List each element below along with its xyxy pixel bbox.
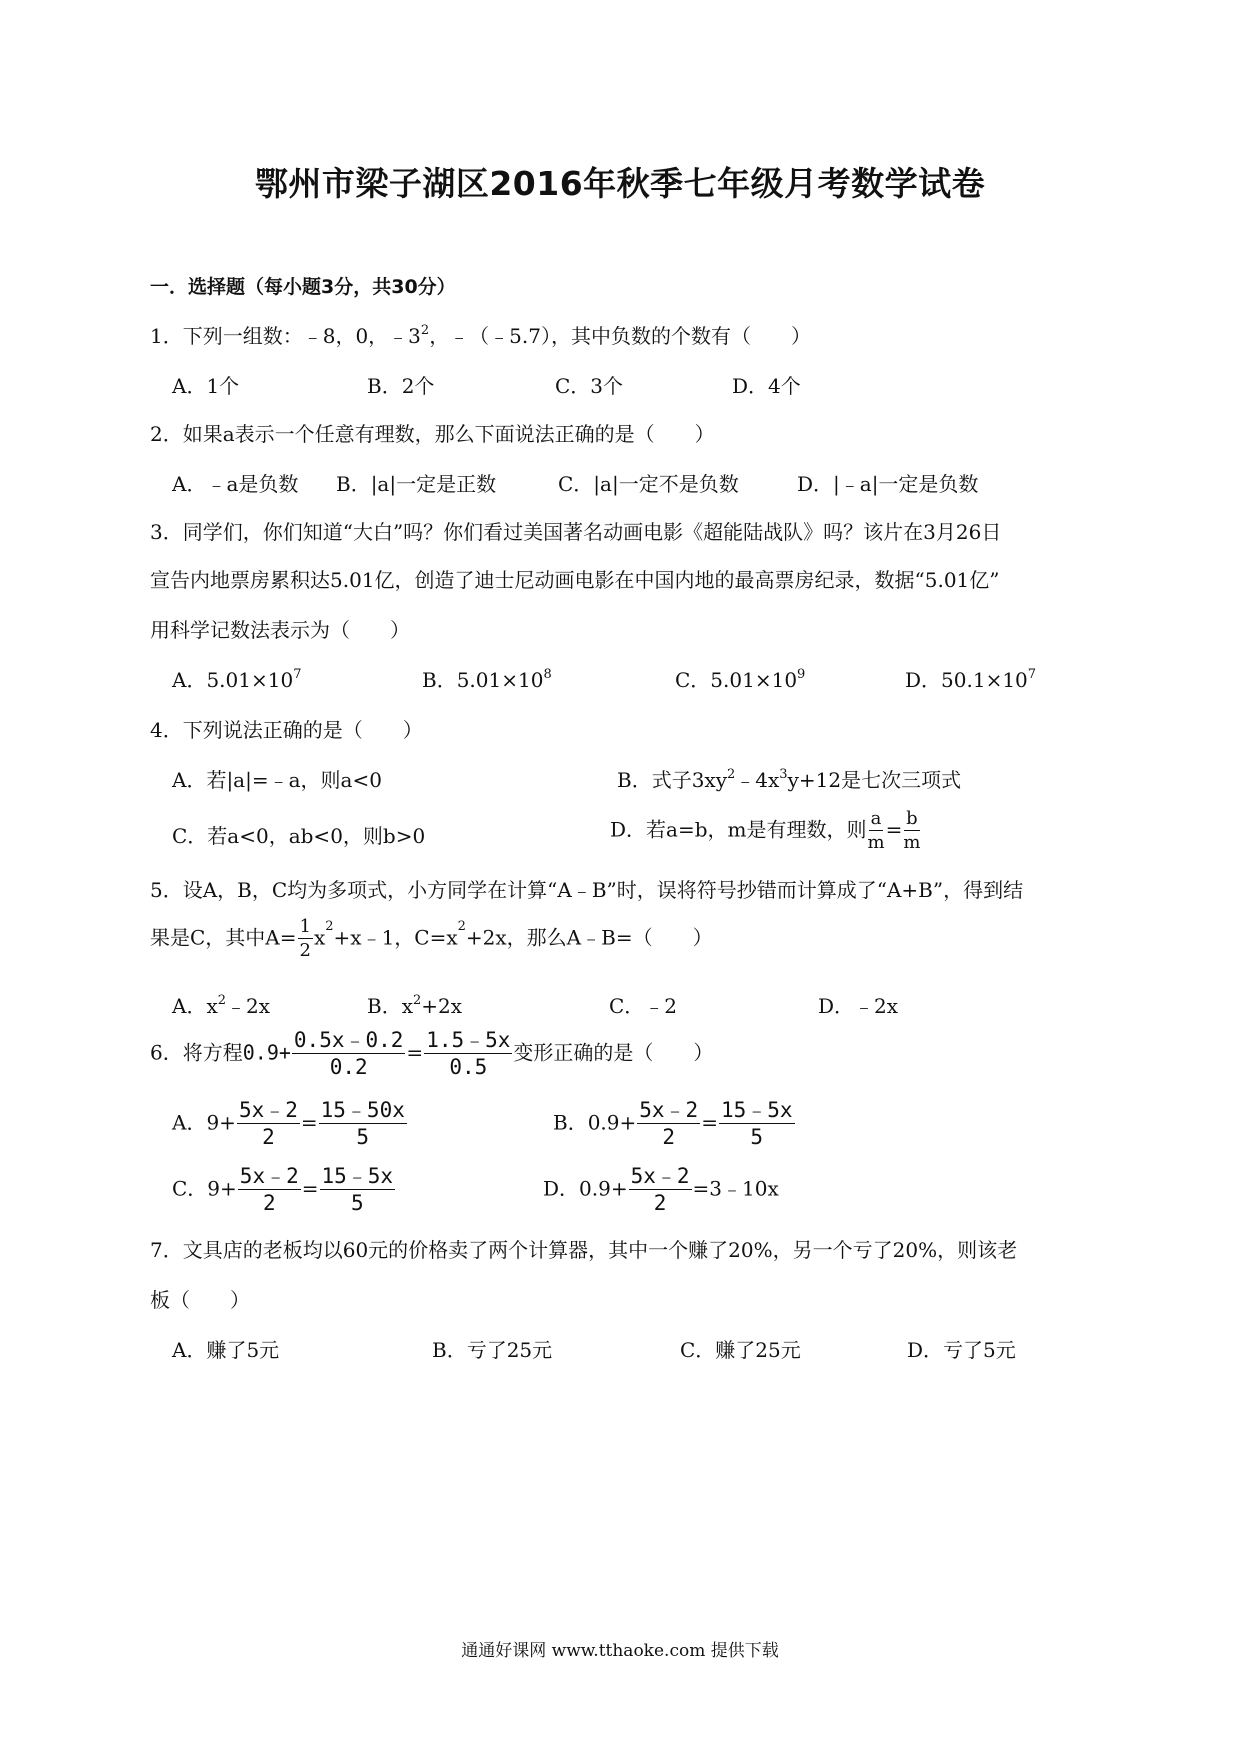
q6-option-c-fraction-1 — [238, 1166, 301, 1214]
q6-option-c-equals: = — [301, 1176, 319, 1201]
q6-option-b-text: B．0.9+ — [553, 1110, 637, 1135]
q5-option-a-text-2: ﹣2x — [226, 994, 271, 1018]
question-5-line-1: 5．设A，B，C均为多项式，小方同学在计算“A﹣B”时，误将符号抄错而计算成了“A+B”，得到结 — [150, 878, 1024, 902]
q1-option-d[interactable]: D．4个 — [732, 374, 801, 398]
q5-line-2-text: 果是C，其中A= — [150, 925, 297, 950]
q6-option-c-text: C．9+ — [172, 1176, 237, 1201]
question-1-stem — [150, 322, 811, 350]
fraction-denominator: 2 — [662, 1125, 676, 1149]
q6-option-b-fraction-1 — [637, 1100, 700, 1148]
question-3-line-1: 3．同学们，你们知道“大白”吗？你们看过美国著名动画电影《超能陆战队》吗？该片在3月26日 — [150, 520, 1002, 544]
q5-option-b-text: B．x — [367, 994, 413, 1018]
q6-option-d-fraction — [629, 1166, 692, 1214]
q3-option-a[interactable] — [172, 666, 301, 694]
q6-option-d-text: D．0.9+ — [543, 1176, 628, 1201]
q4-option-b-sup-1: 2 — [727, 767, 736, 782]
fraction-numerator: 15﹣5x — [720, 1098, 793, 1122]
q5-fraction-one-half — [298, 918, 313, 960]
fraction-numerator: 5x﹣2 — [239, 1164, 299, 1188]
q5-option-b-text-2: +2x — [421, 994, 463, 1018]
fraction-denominator: 5 — [350, 1191, 364, 1215]
q3-option-d[interactable] — [905, 666, 1036, 694]
q6-option-a-fraction-2 — [319, 1100, 407, 1148]
fraction-denominator: m — [867, 832, 885, 853]
question-5-line-2 — [150, 918, 713, 960]
fraction-numerator: 5x﹣2 — [639, 1098, 699, 1122]
question-7-line-1: 7．文具店的老板均以60元的价格卖了两个计算器，其中一个赚了20%，另一个亏了20%，则该老 — [150, 1238, 1018, 1262]
q4-option-b-text-2: ﹣4x — [735, 768, 780, 792]
fraction-numerator: 0.5x﹣0.2 — [293, 1028, 404, 1052]
question-7-line-2: 板（ ） — [150, 1288, 250, 1312]
fraction-denominator: 0.2 — [329, 1055, 368, 1079]
q6-option-b-fraction-2 — [719, 1100, 795, 1148]
q1-option-a[interactable]: A．1个 — [172, 374, 240, 398]
q5-sup-2: 2 — [457, 919, 466, 934]
fraction-numerator: 5x﹣2 — [238, 1098, 298, 1122]
q6-option-c[interactable] — [172, 1166, 396, 1214]
q6-stem-constant: 0.9+ — [242, 1040, 291, 1065]
q6-option-c-fraction-2 — [320, 1166, 396, 1214]
q6-option-d[interactable] — [543, 1166, 779, 1214]
question-4-stem: 4．下列说法正确的是（ ） — [150, 718, 423, 742]
fraction-numerator: 15﹣5x — [321, 1164, 394, 1188]
question-2-stem: 2．如果a表示一个任意有理数，那么下面说法正确的是（ ） — [150, 422, 715, 446]
fraction-numerator: 1.5﹣5x — [426, 1028, 511, 1052]
fraction-denominator: 0.5 — [449, 1055, 488, 1079]
q4-option-c[interactable]: C．若a<0，ab<0，则b>0 — [172, 824, 426, 848]
fraction-numerator: 15﹣50x — [320, 1098, 405, 1122]
q6-stem-text: 6．将方程 — [150, 1040, 243, 1065]
q3-option-b[interactable] — [422, 666, 552, 694]
q4-fraction-a-over-m — [867, 810, 884, 852]
q6-option-a[interactable] — [172, 1100, 408, 1148]
q5-option-a-text: A．x — [172, 994, 218, 1018]
q5-line-2-text-3: +2x，那么A﹣B=（ ） — [465, 925, 713, 950]
q3-option-d-exponent: 7 — [1027, 667, 1037, 682]
fraction-numerator: b — [906, 808, 918, 829]
fraction-denominator: 5 — [356, 1125, 370, 1149]
q4-option-d-text: D．若a=b，m是有理数，则 — [610, 817, 867, 842]
q3-option-b-exponent: 8 — [543, 667, 552, 682]
q5-line-2-text-2: +x﹣1，C=x — [333, 925, 458, 950]
q2-option-b[interactable]: B．|a|一定是正数 — [336, 472, 497, 496]
q5-option-a[interactable] — [172, 992, 270, 1020]
q7-option-b[interactable]: B．亏了25元 — [432, 1338, 553, 1362]
fraction-denominator: 2 — [299, 940, 311, 961]
q5-option-b-sup: 2 — [412, 993, 422, 1008]
q1-stem-text: 1．下列一组数：﹣8，0，﹣3 — [150, 324, 421, 348]
page-footer: 通通好课网 www.tthaoke.com 提供下载 — [461, 1641, 779, 1661]
fraction-denominator: 2 — [262, 1125, 275, 1149]
fraction-numerator: 5x﹣2 — [630, 1164, 690, 1188]
q5-option-c[interactable]: C．﹣2 — [609, 994, 678, 1018]
q4-option-b-text: B．式子3xy — [617, 768, 727, 792]
q6-option-a-equals: = — [300, 1110, 318, 1135]
q3-option-d-base: D．50.1×10 — [905, 668, 1028, 692]
q6-option-d-text-end: =3﹣10x — [692, 1176, 779, 1201]
q7-option-a[interactable]: A．赚了5元 — [172, 1338, 280, 1362]
fraction-denominator: 2 — [653, 1191, 667, 1215]
q4-option-a[interactable]: A．若|a|=﹣a，则a<0 — [172, 768, 382, 792]
q2-option-d[interactable]: D．|﹣a|一定是负数 — [797, 472, 979, 496]
question-3-line-3: 用科学记数法表示为（ ） — [150, 618, 410, 642]
fraction-numerator: 1 — [299, 916, 311, 937]
q6-option-b-equals: = — [701, 1110, 718, 1135]
q4-equals: = — [885, 817, 903, 842]
q2-option-a[interactable]: A．﹣a是负数 — [172, 472, 299, 496]
fraction-denominator: m — [903, 832, 921, 853]
question-3-line-2: 宣告内地票房累积达5.01亿，创造了迪士尼动画电影在中国内地的最高票房纪录，数据“5.01亿” — [150, 568, 1000, 592]
q1-option-b[interactable]: B．2个 — [367, 374, 435, 398]
question-6-stem — [150, 1030, 713, 1078]
q4-option-b-text-3: y+12是七次三项式 — [787, 768, 962, 792]
q1-superscript: 2 — [420, 323, 430, 338]
q3-option-c[interactable] — [675, 666, 805, 694]
q5-option-b[interactable] — [367, 992, 462, 1020]
q5-line-2-x: x — [313, 925, 326, 950]
q5-option-d[interactable]: D．﹣2x — [818, 994, 899, 1018]
fraction-numerator: a — [870, 808, 882, 829]
q3-option-c-base: C．5.01×10 — [675, 668, 798, 692]
q7-option-c[interactable]: C．赚了25元 — [680, 1338, 801, 1362]
q4-fraction-b-over-m — [903, 810, 920, 852]
q5-sup-1: 2 — [325, 919, 334, 934]
q5-option-a-sup: 2 — [217, 993, 227, 1008]
section-heading: 一．选择题（每小题3分，共30分） — [150, 276, 456, 298]
q6-option-b[interactable] — [553, 1100, 796, 1148]
q6-option-a-text: A．9+ — [172, 1110, 236, 1135]
q6-stem-fraction-2 — [424, 1030, 512, 1078]
q2-option-c[interactable]: C．|a|一定不是负数 — [558, 472, 739, 496]
q6-stem-text-end: 变形正确的是（ ） — [513, 1040, 714, 1065]
q6-stem-fraction-1 — [292, 1030, 406, 1078]
q7-option-d[interactable]: D．亏了5元 — [907, 1338, 1016, 1362]
fraction-denominator: 5 — [750, 1125, 764, 1149]
q3-option-a-exponent: 7 — [293, 667, 302, 682]
q6-option-a-fraction-1 — [237, 1100, 300, 1148]
q4-option-b[interactable] — [617, 766, 961, 794]
q1-stem-text-end: ，﹣（﹣5.7），其中负数的个数有（ ） — [429, 324, 811, 348]
q3-option-a-base: A．5.01×10 — [172, 668, 294, 692]
exam-title: 鄂州市梁子湖区2016年秋季七年级月考数学试卷 — [254, 164, 986, 203]
q1-option-c[interactable]: C．3个 — [555, 374, 624, 398]
fraction-denominator: 2 — [262, 1191, 276, 1215]
q4-option-b-sup-2: 3 — [779, 767, 788, 782]
q3-option-b-base: B．5.01×10 — [422, 668, 544, 692]
q4-option-d[interactable] — [610, 810, 921, 852]
q6-equals: = — [406, 1040, 424, 1065]
q3-option-c-exponent: 9 — [797, 667, 806, 682]
